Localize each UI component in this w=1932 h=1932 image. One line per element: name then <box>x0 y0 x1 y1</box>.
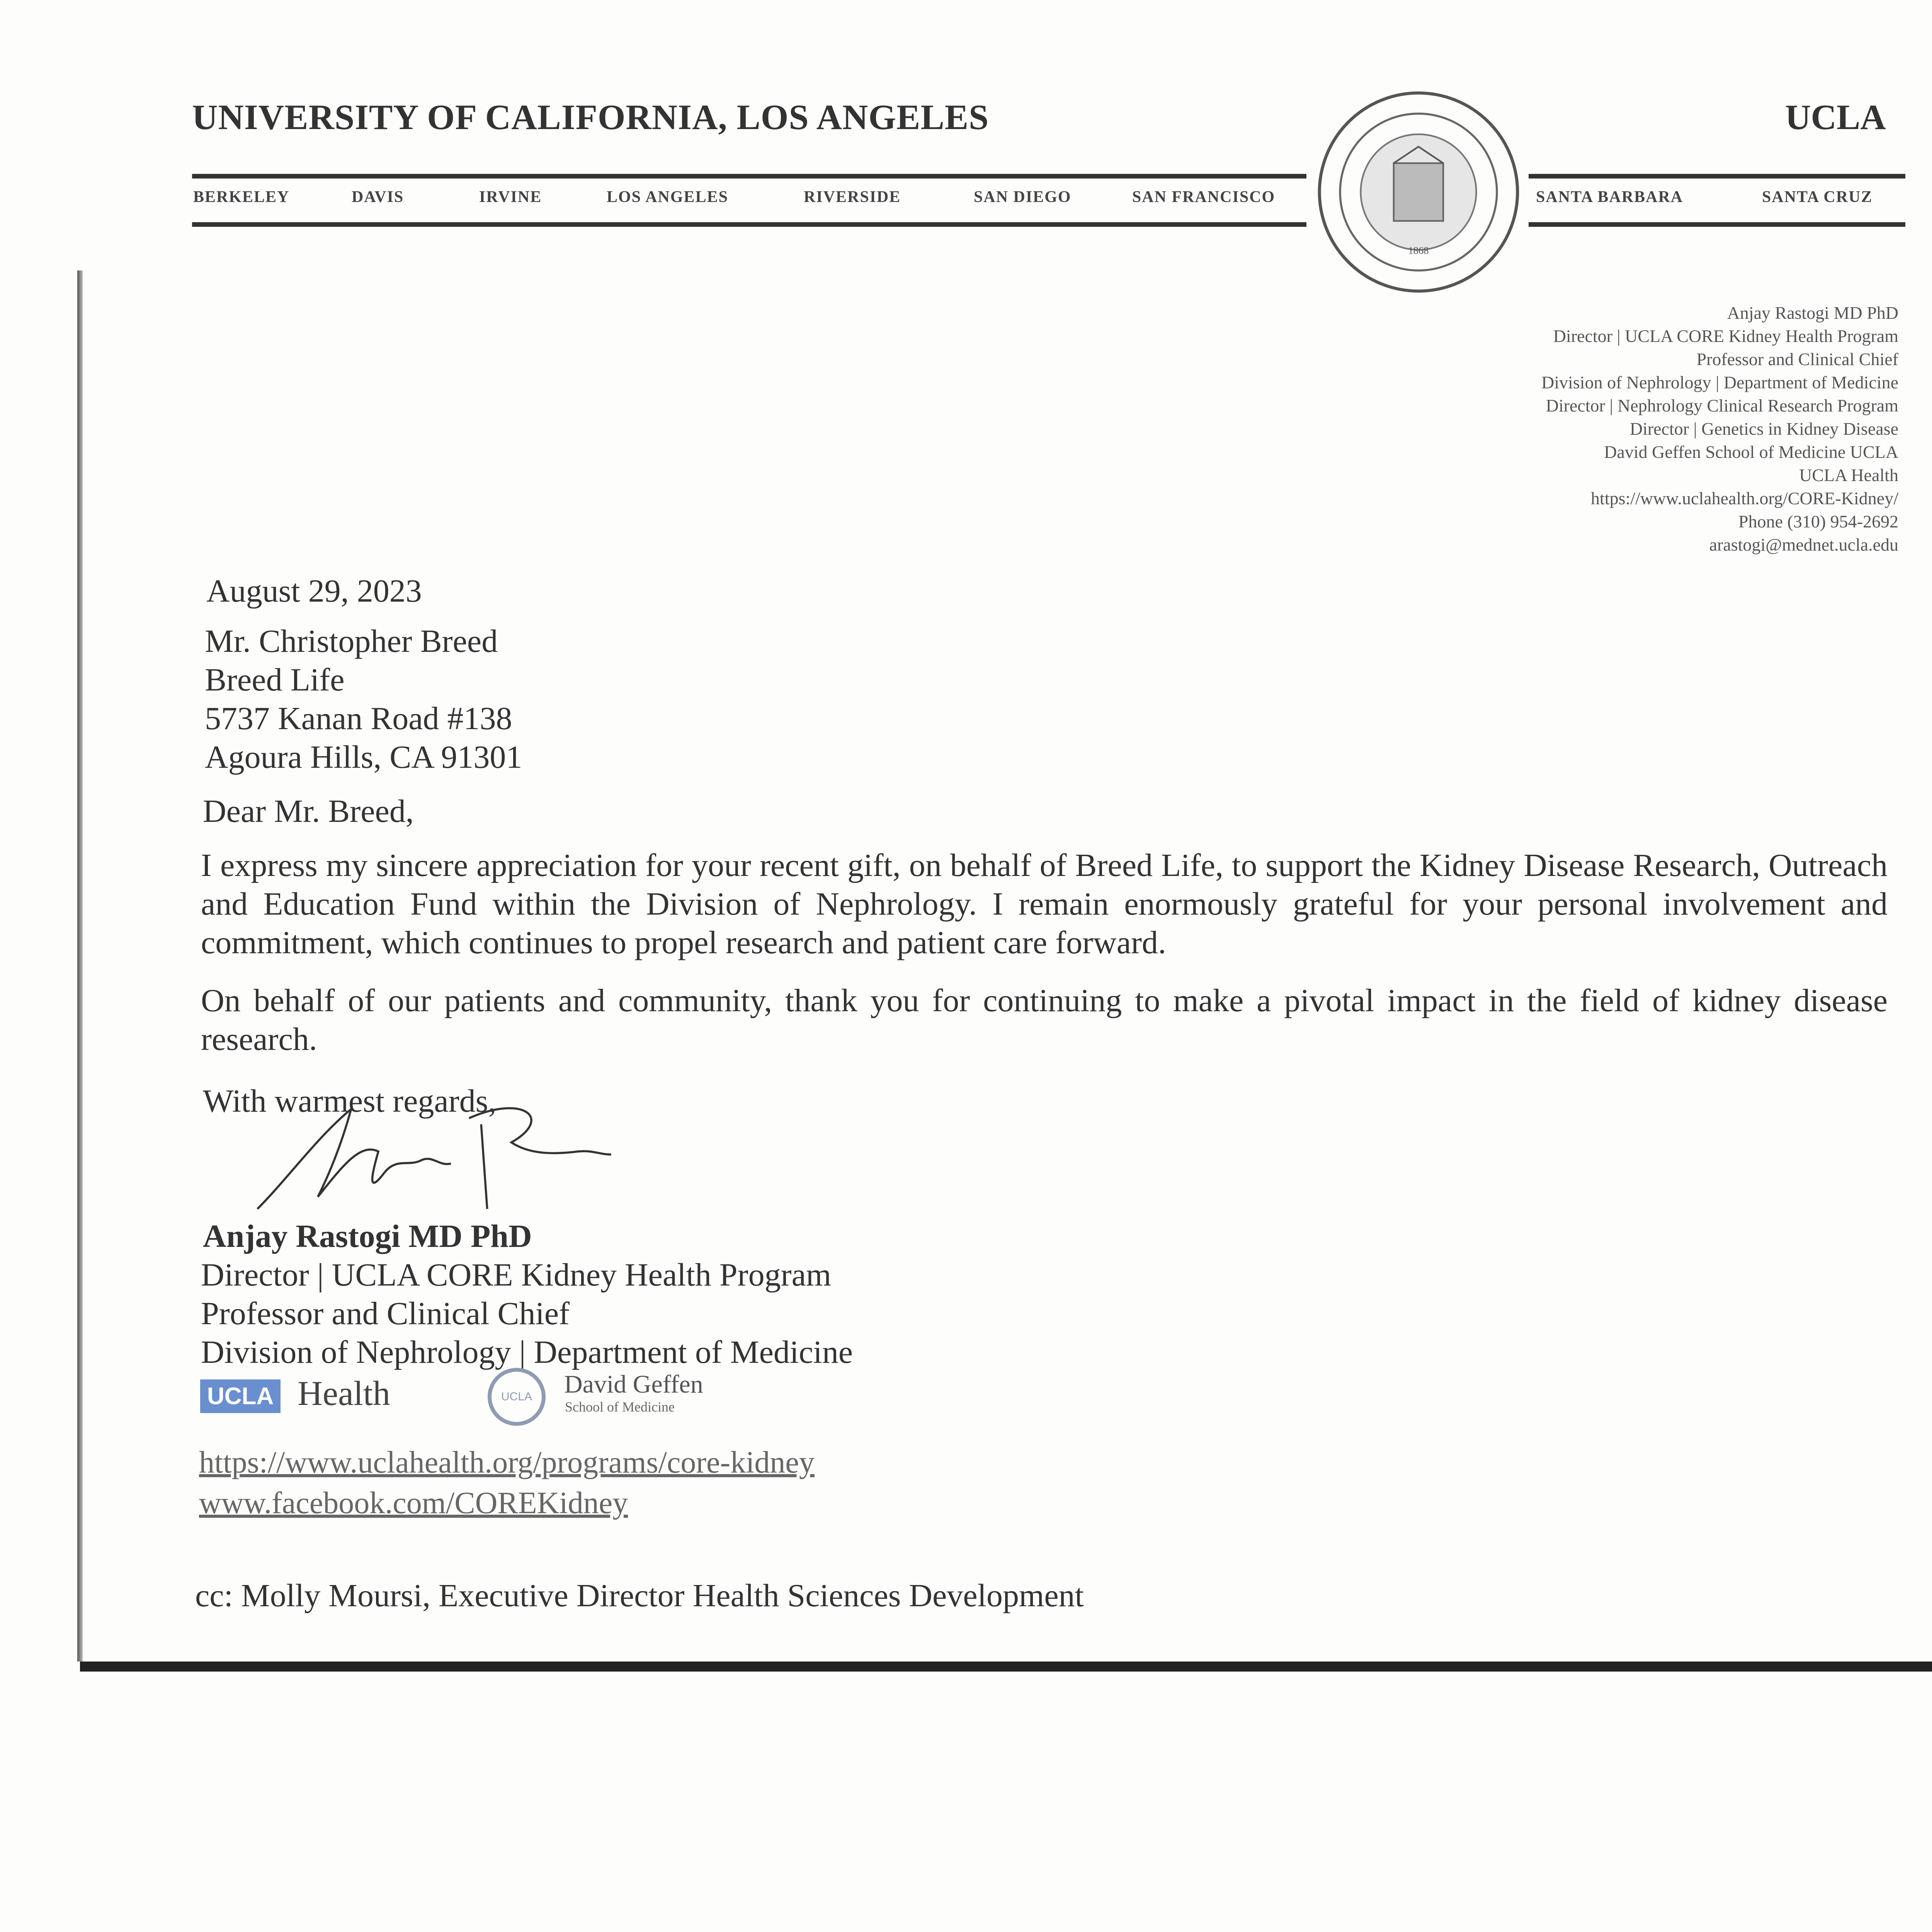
recipient-line: 5737 Kanan Road #138 <box>205 701 512 736</box>
recipient-line: Mr. Christopher Breed <box>205 623 498 659</box>
university-title: UNIVERSITY OF CALIFORNIA, LOS ANGELES <box>192 97 989 137</box>
sender-line: UCLA Health <box>1799 465 1898 485</box>
title-line: Division of Nephrology | Department of Medicine <box>201 1334 853 1370</box>
recipient-line: Agoura Hills, CA 91301 <box>205 739 522 775</box>
campus-san-diego: SAN DIEGO <box>974 188 1071 206</box>
sender-line: Division of Nephrology | Department of Medicine <box>1541 372 1898 392</box>
campus-berkeley: BERKELEY <box>193 188 290 206</box>
paragraph-2: On behalf of our patients and community, thank you for continuing to make a pivotal impact in the field of kidney disease research. <box>201 983 1888 1057</box>
sender-line: Director | Nephrology Clinical Research Program <box>1546 396 1898 415</box>
ucla-short-name: UCLA <box>1785 97 1886 137</box>
ucla-health-logo-text: Health <box>298 1374 390 1413</box>
paragraph-1: I express my sincere appreciation for your recent gift, on behalf of Breed Life, to support the Kidney Disease Research, Outreach and Education Fund within the Division of Nephrology. I remain enormously grateful for your personal involvement and commitment, which continues to propel research and patient care forward. <box>201 847 1888 961</box>
signatory-titles <box>201 1256 853 1372</box>
campus-santa-cruz: SANTA CRUZ <box>1762 188 1873 206</box>
handwritten-signature <box>201 1082 665 1221</box>
university-seal <box>1315 89 1522 295</box>
campus-san-francisco: SAN FRANCISCO <box>1132 188 1276 206</box>
salutation: Dear Mr. Breed, <box>203 793 414 829</box>
geffen-logo-line2: School of Medicine <box>565 1399 675 1415</box>
sender-line: Director | UCLA CORE Kidney Health Program <box>1553 326 1898 346</box>
closing: With warmest regards, <box>203 1083 497 1119</box>
campus-los-angeles: LOS ANGELES <box>607 188 728 206</box>
rule-top-left <box>192 174 1306 179</box>
svg-text:1868: 1868 <box>1408 245 1429 257</box>
rule-top-right <box>1529 174 1905 179</box>
facebook-link[interactable]: www.facebook.com/COREKidney <box>199 1486 628 1520</box>
title-line: Professor and Clinical Chief <box>201 1296 570 1332</box>
sender-line: Director | Genetics in Kidney Disease <box>1629 419 1898 439</box>
geffen-seal-icon <box>488 1368 546 1426</box>
campus-irvine: IRVINE <box>479 188 542 206</box>
sender-url[interactable]: https://www.uclahealth.org/CORE-Kidney/ <box>1591 488 1898 508</box>
geffen-logo-line1: David Geffen <box>564 1370 703 1398</box>
sender-line: Professor and Clinical Chief <box>1696 349 1898 369</box>
rule-bottom-right <box>1529 222 1905 227</box>
letter-date: August 29, 2023 <box>206 573 422 609</box>
campus-santa-barbara: SANTA BARBARA <box>1536 188 1684 206</box>
cc-line: cc: Molly Moursi, Executive Director Health Sciences Development <box>195 1578 1084 1614</box>
campus-davis: DAVIS <box>352 188 404 206</box>
sender-phone: Phone (310) 954-2692 <box>1738 512 1898 531</box>
ucla-logo: UCLA <box>200 1379 281 1413</box>
recipient-address <box>205 622 522 777</box>
geffen-seal-text: UCLA <box>501 1390 532 1403</box>
sender-line: Anjay Rastogi MD PhD <box>1727 303 1898 323</box>
rule-bottom-left <box>192 222 1306 227</box>
sender-line: David Geffen School of Medicine UCLA <box>1604 442 1898 462</box>
title-line: Director | UCLA CORE Kidney Health Program <box>201 1257 832 1293</box>
sender-contact-block <box>1541 301 1898 556</box>
signatory-name: Anjay Rastogi MD PhD <box>203 1218 532 1254</box>
campus-riverside: RIVERSIDE <box>804 188 901 206</box>
scan-edge-bottom <box>80 1662 1932 1672</box>
sender-email[interactable]: arastogi@mednet.ucla.edu <box>1709 535 1898 554</box>
core-kidney-link[interactable]: https://www.uclahealth.org/programs/core-kidney <box>199 1446 815 1480</box>
recipient-line: Breed Life <box>205 662 345 698</box>
scan-edge-left <box>77 270 83 1662</box>
